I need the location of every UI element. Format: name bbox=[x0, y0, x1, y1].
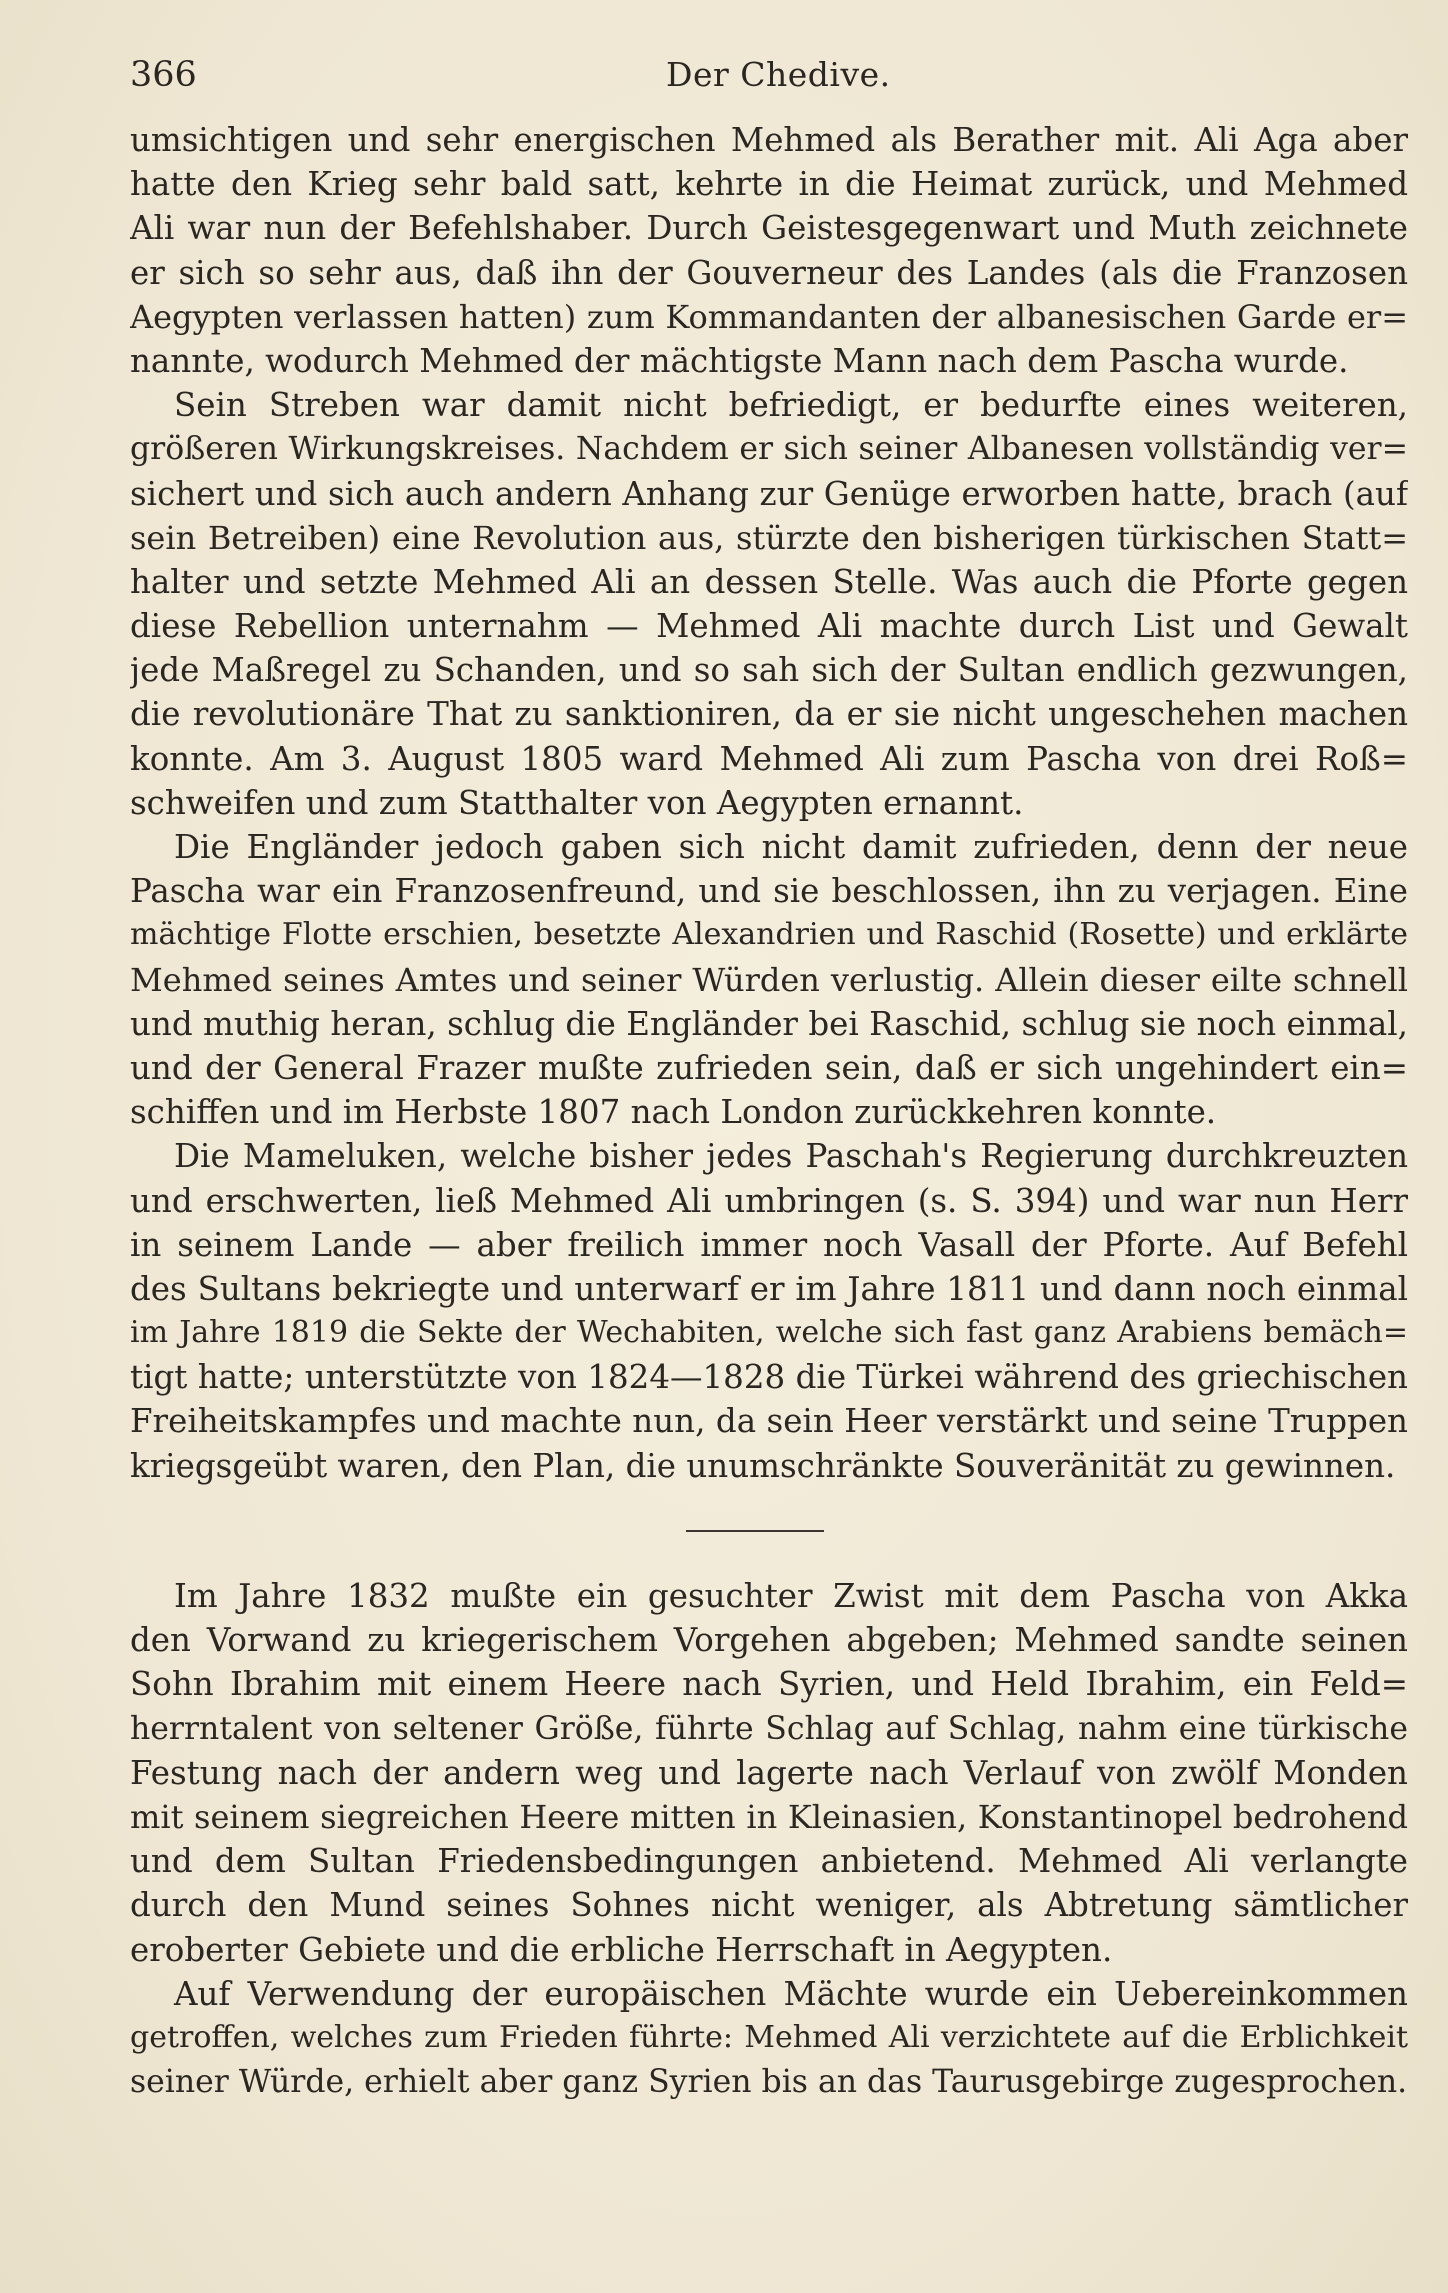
text-line: des Sultans bekriegte und unterwarf er im Jahre 1811 und dann noch einmal bbox=[130, 1269, 1408, 1308]
text-line: sichert und sich auch andern Anhang zur Genüge erworben hatte, brach (auf bbox=[130, 474, 1408, 513]
text-line: seiner Würde, erhielt aber ganz Syrien bis an das Taurusgebirge zugesprochen. bbox=[130, 2064, 1408, 2101]
section-divider bbox=[686, 1530, 824, 1532]
text-line: und dem Sultan Friedensbedingungen anbietend. Mehmed Ali verlangte bbox=[130, 1842, 1408, 1881]
text-line: sein Betreiben) eine Revolution aus, stürzte den bisherigen türkischen Statt= bbox=[130, 518, 1408, 557]
text-line: durch den Mund seines Sohnes nicht weniger, als Abtretung sämtlicher bbox=[130, 1886, 1408, 1925]
text-line: Festung nach der andern weg und lagerte nach Verlauf von zwölf Monden bbox=[130, 1753, 1408, 1792]
text-line: und der General Frazer mußte zufrieden sein, daß er sich ungehindert ein= bbox=[130, 1048, 1408, 1087]
text-line: Im Jahre 1832 mußte ein gesuchter Zwist mit dem Pascha von Akka bbox=[174, 1577, 1408, 1615]
text-line: Die Engländer jedoch gaben sich nicht damit zufrieden, denn der neue bbox=[174, 828, 1408, 866]
text-line: diese Rebellion unternahm — Mehmed Ali machte durch List und Gewalt bbox=[130, 607, 1408, 646]
text-line: Ali war nun der Befehlshaber. Durch Geistesgegenwart und Muth zeichnete bbox=[130, 209, 1408, 248]
running-head bbox=[130, 52, 1410, 98]
text-line: die revolutionäre That zu sanktioniren, da er sie nicht ungeschehen machen bbox=[130, 695, 1408, 734]
text-line: Auf Verwendung der europäischen Mächte wurde ein Uebereinkommen bbox=[174, 1974, 1408, 2013]
text-line: getroffen, welches zum Frieden führte: Mehmed Ali verzichtete auf die Erblichkeit bbox=[130, 2019, 1408, 2055]
text-line: Die Mameluken, welche bisher jedes Paschah's Regierung durchkreuzten bbox=[174, 1137, 1408, 1176]
text-line: Sohn Ibrahim mit einem Heere nach Syrien, und Held Ibrahim, ein Feld= bbox=[130, 1665, 1408, 1704]
text-block-lower bbox=[130, 1574, 1408, 2104]
text-line: schiffen und im Herbste 1807 nach London zurückkehren konnte. bbox=[130, 1093, 1217, 1132]
text-line: und muthig heran, schlug die Engländer bei Raschid, schlug sie noch einmal, bbox=[130, 1004, 1408, 1043]
text-line: Pascha war ein Franzosenfreund, und sie beschlossen, ihn zu verjagen. Eine bbox=[130, 872, 1408, 911]
text-line: mächtige Flotte erschien, besetzte Alexandrien und Raschid (Rosette) und erklärte bbox=[130, 917, 1408, 953]
text-line: hatte den Krieg sehr bald satt, kehrte in die Heimat zurück, und Mehmed bbox=[130, 165, 1408, 204]
text-line: Mehmed seines Amtes und seiner Würden verlustig. Allein dieser eilte schnell bbox=[130, 960, 1408, 999]
text-line: herrntalent von seltener Größe, führte Schlag auf Schlag, nahm eine türkische bbox=[130, 1710, 1408, 1747]
text-line: schweifen und zum Statthalter von Aegypten ernannt. bbox=[130, 783, 1024, 822]
text-line: nannte, wodurch Mehmed der mächtigste Mann nach dem Pascha wurde. bbox=[130, 341, 1349, 380]
text-line: mit seinem siegreichen Heere mitten in Kleinasien, Konstantinopel bedrohend bbox=[130, 1797, 1408, 1836]
text-line: jede Maßregel zu Schanden, und so sah sich der Sultan endlich gezwungen, bbox=[130, 651, 1408, 690]
text-line: den Vorwand zu kriegerischem Vorgehen abgeben; Mehmed sandte seinen bbox=[130, 1621, 1408, 1660]
text-line: kriegsgeübt waren, den Plan, die unumschränkte Souveränität zu gewinnen. bbox=[130, 1446, 1396, 1485]
text-block-upper bbox=[130, 118, 1408, 1488]
text-line: umsichtigen und sehr energischen Mehmed als Berather mit. Ali Aga aber bbox=[130, 121, 1408, 159]
running-title: Der Chedive. bbox=[666, 55, 891, 94]
text-line: Freiheitskampfes und machte nun, da sein Heer verstärkt und seine Truppen bbox=[130, 1402, 1408, 1441]
text-line: in seinem Lande — aber freilich immer noch Vasall der Pforte. Auf Befehl bbox=[130, 1225, 1408, 1264]
text-line: halter und setzte Mehmed Ali an dessen Stelle. Was auch die Pforte gegen bbox=[130, 562, 1408, 601]
text-line: größeren Wirkungskreises. Nachdem er sich seiner Albanesen vollständig ver= bbox=[130, 431, 1408, 468]
text-line: im Jahre 1819 die Sekte der Wechabiten, welche sich fast ganz Arabiens bemäch= bbox=[130, 1315, 1408, 1351]
text-line: tigt hatte; unterstützte von 1824—1828 die Türkei während des griechischen bbox=[130, 1358, 1408, 1397]
text-line: konnte. Am 3. August 1805 ward Mehmed Ali zum Pascha von drei Roß= bbox=[130, 739, 1408, 778]
text-line: Sein Streben war damit nicht befriedigt, er bedurfte eines weiteren, bbox=[174, 386, 1408, 425]
text-line: eroberter Gebiete und die erbliche Herrschaft in Aegypten. bbox=[130, 1930, 1113, 1969]
page-number: 366 bbox=[130, 55, 197, 95]
text-line: Aegypten verlassen hatten) zum Kommandanten der albanesischen Garde er= bbox=[130, 297, 1408, 336]
text-line: und erschwerten, ließ Mehmed Ali umbringen (s. S. 394) und war nun Herr bbox=[130, 1181, 1408, 1220]
text-line: er sich so sehr aus, daß ihn der Gouverneur des Landes (als die Franzosen bbox=[130, 253, 1408, 292]
